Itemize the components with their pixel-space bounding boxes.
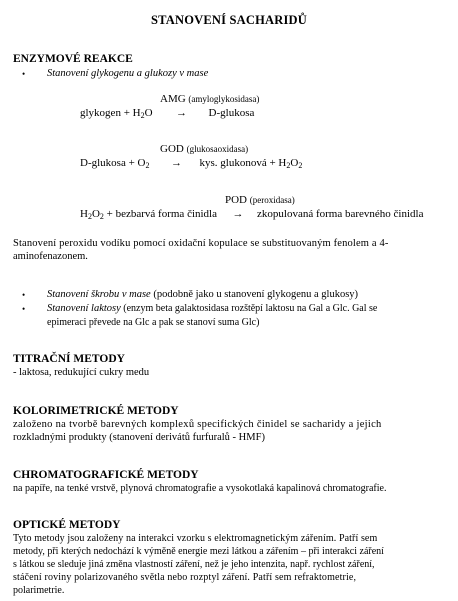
equation-god: D-glukosa + $O_2$ → kys. glukonová + $H_2O_2$ <box>80 157 303 170</box>
bullet-marker: • <box>22 304 26 314</box>
heading-opticke-metody: OPTICKÉ METODY <box>13 519 121 531</box>
opticke-line2: metody, při kterých nedochází k výměně energie mezi látkou a zářením – při interakci záření <box>13 546 384 557</box>
enzyme-label-pod: POD (peroxidasa) <box>225 194 295 206</box>
heading-enzymove-reakce: ENZYMOVÉ REAKCE <box>13 53 133 65</box>
peroxid-paragraph-line1: Stanovení peroxidu vodíku pomocí oxidační kopulace se substituovaným fenolem a 4- <box>13 238 389 249</box>
bullet-laktosa: Stanovení laktosy (enzym beta galaktosidasa rozštěpí laktosu na Gal a Glc. Gal se <box>47 303 378 314</box>
arrow-icon: → <box>232 208 244 220</box>
titracni-text: - laktosa, redukující cukry medu <box>13 367 150 378</box>
heading-chromatograficke-metody: CHROMATOGRAFICKÉ METODY <box>13 469 199 481</box>
enzyme-label-god: GOD (glukosaoxidasa) <box>160 143 249 155</box>
opticke-line3: s látkou se sleduje jiná změna vlastností záření, než je jeho intenzita, např. rychlost záření, <box>13 559 375 570</box>
kolorimetricke-line1: založeno na tvorbě barevných komplexů specifických činidel se sacharidy a jejich <box>13 419 382 430</box>
bullet-marker: • <box>22 69 26 79</box>
bullet-glykogen-glukoza: Stanovení glykogenu a glukozy v mase <box>47 68 209 79</box>
equation-amg: glykogen + $H_2O$ → D-glukosa <box>80 107 255 120</box>
kolorimetricke-line2: rozkladnými produkty (stanovení derivátů furfuralů - HMF) <box>13 432 265 443</box>
bullet-laktosa-line2: epimeraci převede na Glc a pak se stanoví suma Glc) <box>47 317 260 328</box>
document-title: STANOVENÍ SACHARIDŮ <box>150 13 308 27</box>
opticke-line1: Tyto metody jsou založeny na interakci vzorku s elektromagnetickým zářením. Patří sem <box>13 533 378 544</box>
equation-pod: $H_2O_2$ + bezbarvá forma činidla → zkopulovaná forma barevného činidla <box>80 208 424 221</box>
chromatograficke-text: na papíře, na tenké vrstvě, plynová chromatografie a vysokotlaká kapalinová chromatografie. <box>13 483 387 494</box>
heading-titracni-metody: TITRAČNÍ METODY <box>13 353 125 365</box>
peroxid-paragraph-line2: aminofenazonem. <box>13 251 88 262</box>
opticke-line4: stáčení roviny polarizovaného světla nebo rozptyl záření. Patří sem refraktometrie, <box>13 572 357 583</box>
bullet-skrob: Stanovení škrobu v mase (podobně jako u stanovení glykogenu a glukosy) <box>47 289 359 300</box>
opticke-line5: polarimetrie. <box>13 585 65 596</box>
bullet-marker: • <box>22 290 26 300</box>
arrow-icon: → <box>170 157 182 169</box>
heading-kolorimetricke-metody: KOLORIMETRICKÉ METODY <box>13 405 179 417</box>
arrow-icon: → <box>176 107 188 119</box>
enzyme-label-amg: AMG (amyloglykosidasa) <box>160 93 260 105</box>
